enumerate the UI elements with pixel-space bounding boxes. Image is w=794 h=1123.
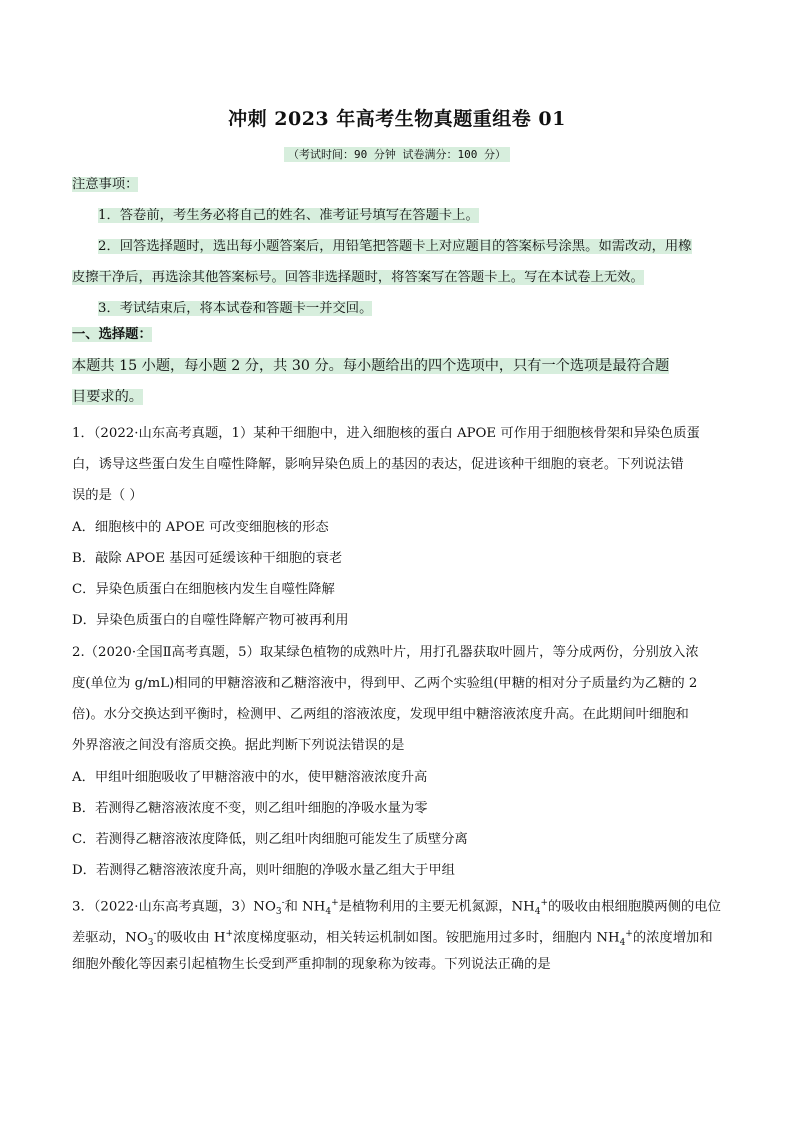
question-1-stem: 白，诱导这些蛋白发生自噬性降解，影响异染色质上的基因的表达，促进该种干细胞的衰老。下列说法错 (72, 457, 684, 472)
question-1-option-b: B．敲除 APOE 基因可延缓该种干细胞的衰老 (72, 551, 343, 566)
notice-heading: 注意事项： (72, 177, 139, 192)
page-title: 冲刺 2023 年高考生物真题重组卷 01 (228, 108, 566, 130)
question-2-stem: 度(单位为 g/mL)相同的甲糖溶液和乙糖溶液中，得到甲、乙两个实验组(甲糖的相对分子质量约为乙糖的 2 (72, 676, 698, 691)
question-2-stem: 外界溶液之间没有溶质交换。据此判断下列说法错误的是 (72, 738, 405, 753)
question-1-option-d: D．异染色质蛋白的自噬性降解产物可被再利用 (72, 613, 349, 628)
section-intro: 本题共 15 小题，每小题 2 分，共 30 分。每小题给出的四个选项中，只有一个选项是最符合题 (72, 358, 670, 374)
question-2-stem: 倍)。水分交换达到平衡时，检测甲、乙两组的溶液浓度，发现甲组中糖溶液浓度升高。在此期间叶细胞和 (72, 707, 689, 722)
question-2-stem: 2.（2020·全国Ⅱ高考真题，5）取某绿色植物的成熟叶片，用打孔器获取叶圆片，等分成两份，分别放入浓 (72, 645, 699, 660)
question-1-stem: 误的是（ ） (72, 488, 143, 503)
exam-info-text: （考试时间：90 分钟 试卷满分：100 分） (284, 147, 510, 162)
question-2-option-c: C．若测得乙糖溶液浓度降低，则乙组叶肉细胞可能发生了质壁分离 (72, 832, 468, 847)
notice-item: 3．考试结束后，将本试卷和答题卡一并交回。 (98, 301, 373, 316)
question-3-stem: 3．（2022·山东高考真题，$3)NO_3^-$和 $NH_4^+$是植物利用的主要无机氮源，$NH_4^+$的吸收由根细胞膜两侧的电位 (72, 898, 721, 918)
question-1-stem: 1．（2022·山东高考真题，1）某种干细胞中，进入细胞核的蛋白 APOE 可作用于细胞核骨架和异染色质蛋 (72, 426, 700, 441)
section-heading: 一、选择题： (72, 327, 152, 342)
question-2-option-a: A．甲组叶细胞吸收了甲糖溶液中的水，使甲糖溶液浓度升高 (72, 770, 428, 785)
question-1-option-c: C．异染色质蛋白在细胞核内发生自噬性降解 (72, 582, 335, 597)
question-3-stem: 细胞外酸化等因素引起植物生长受到严重抑制的现象称为铵毒。下列说法正确的是 (72, 957, 551, 972)
section-intro: 目要求的。 (72, 389, 143, 405)
question-3-stem: 差驱动，$NO_3^-$的吸收由 H+浓度梯度驱动，相关转运机制如图。铵肥施用过多时，细胞内 $NH_4^+$的浓度增加和 (72, 929, 713, 949)
question-2-option-d: D．若测得乙糖溶液浓度升高，则叶细胞的净吸水量乙组大于甲组 (72, 863, 455, 878)
notice-item: 2．回答选择题时，选出每小题答案后，用铅笔把答题卡上对应题目的答案标号涂黑。如需改动，用橡 (98, 239, 692, 254)
exam-info (0, 146, 794, 162)
question-2-option-b: B．若测得乙糖溶液浓度不变，则乙组叶细胞的净吸水量为零 (72, 801, 428, 816)
question-1-option-a: A．细胞核中的 APOE 可改变细胞核的形态 (72, 520, 329, 535)
notice-item: 皮擦干净后，再选涂其他答案标号。回答非选择题时，将答案写在答题卡上。写在本试卷上无效。 (72, 270, 644, 285)
notice-item: 1．答卷前，考生务必将自己的姓名、准考证号填写在答题卡上。 (98, 208, 479, 223)
